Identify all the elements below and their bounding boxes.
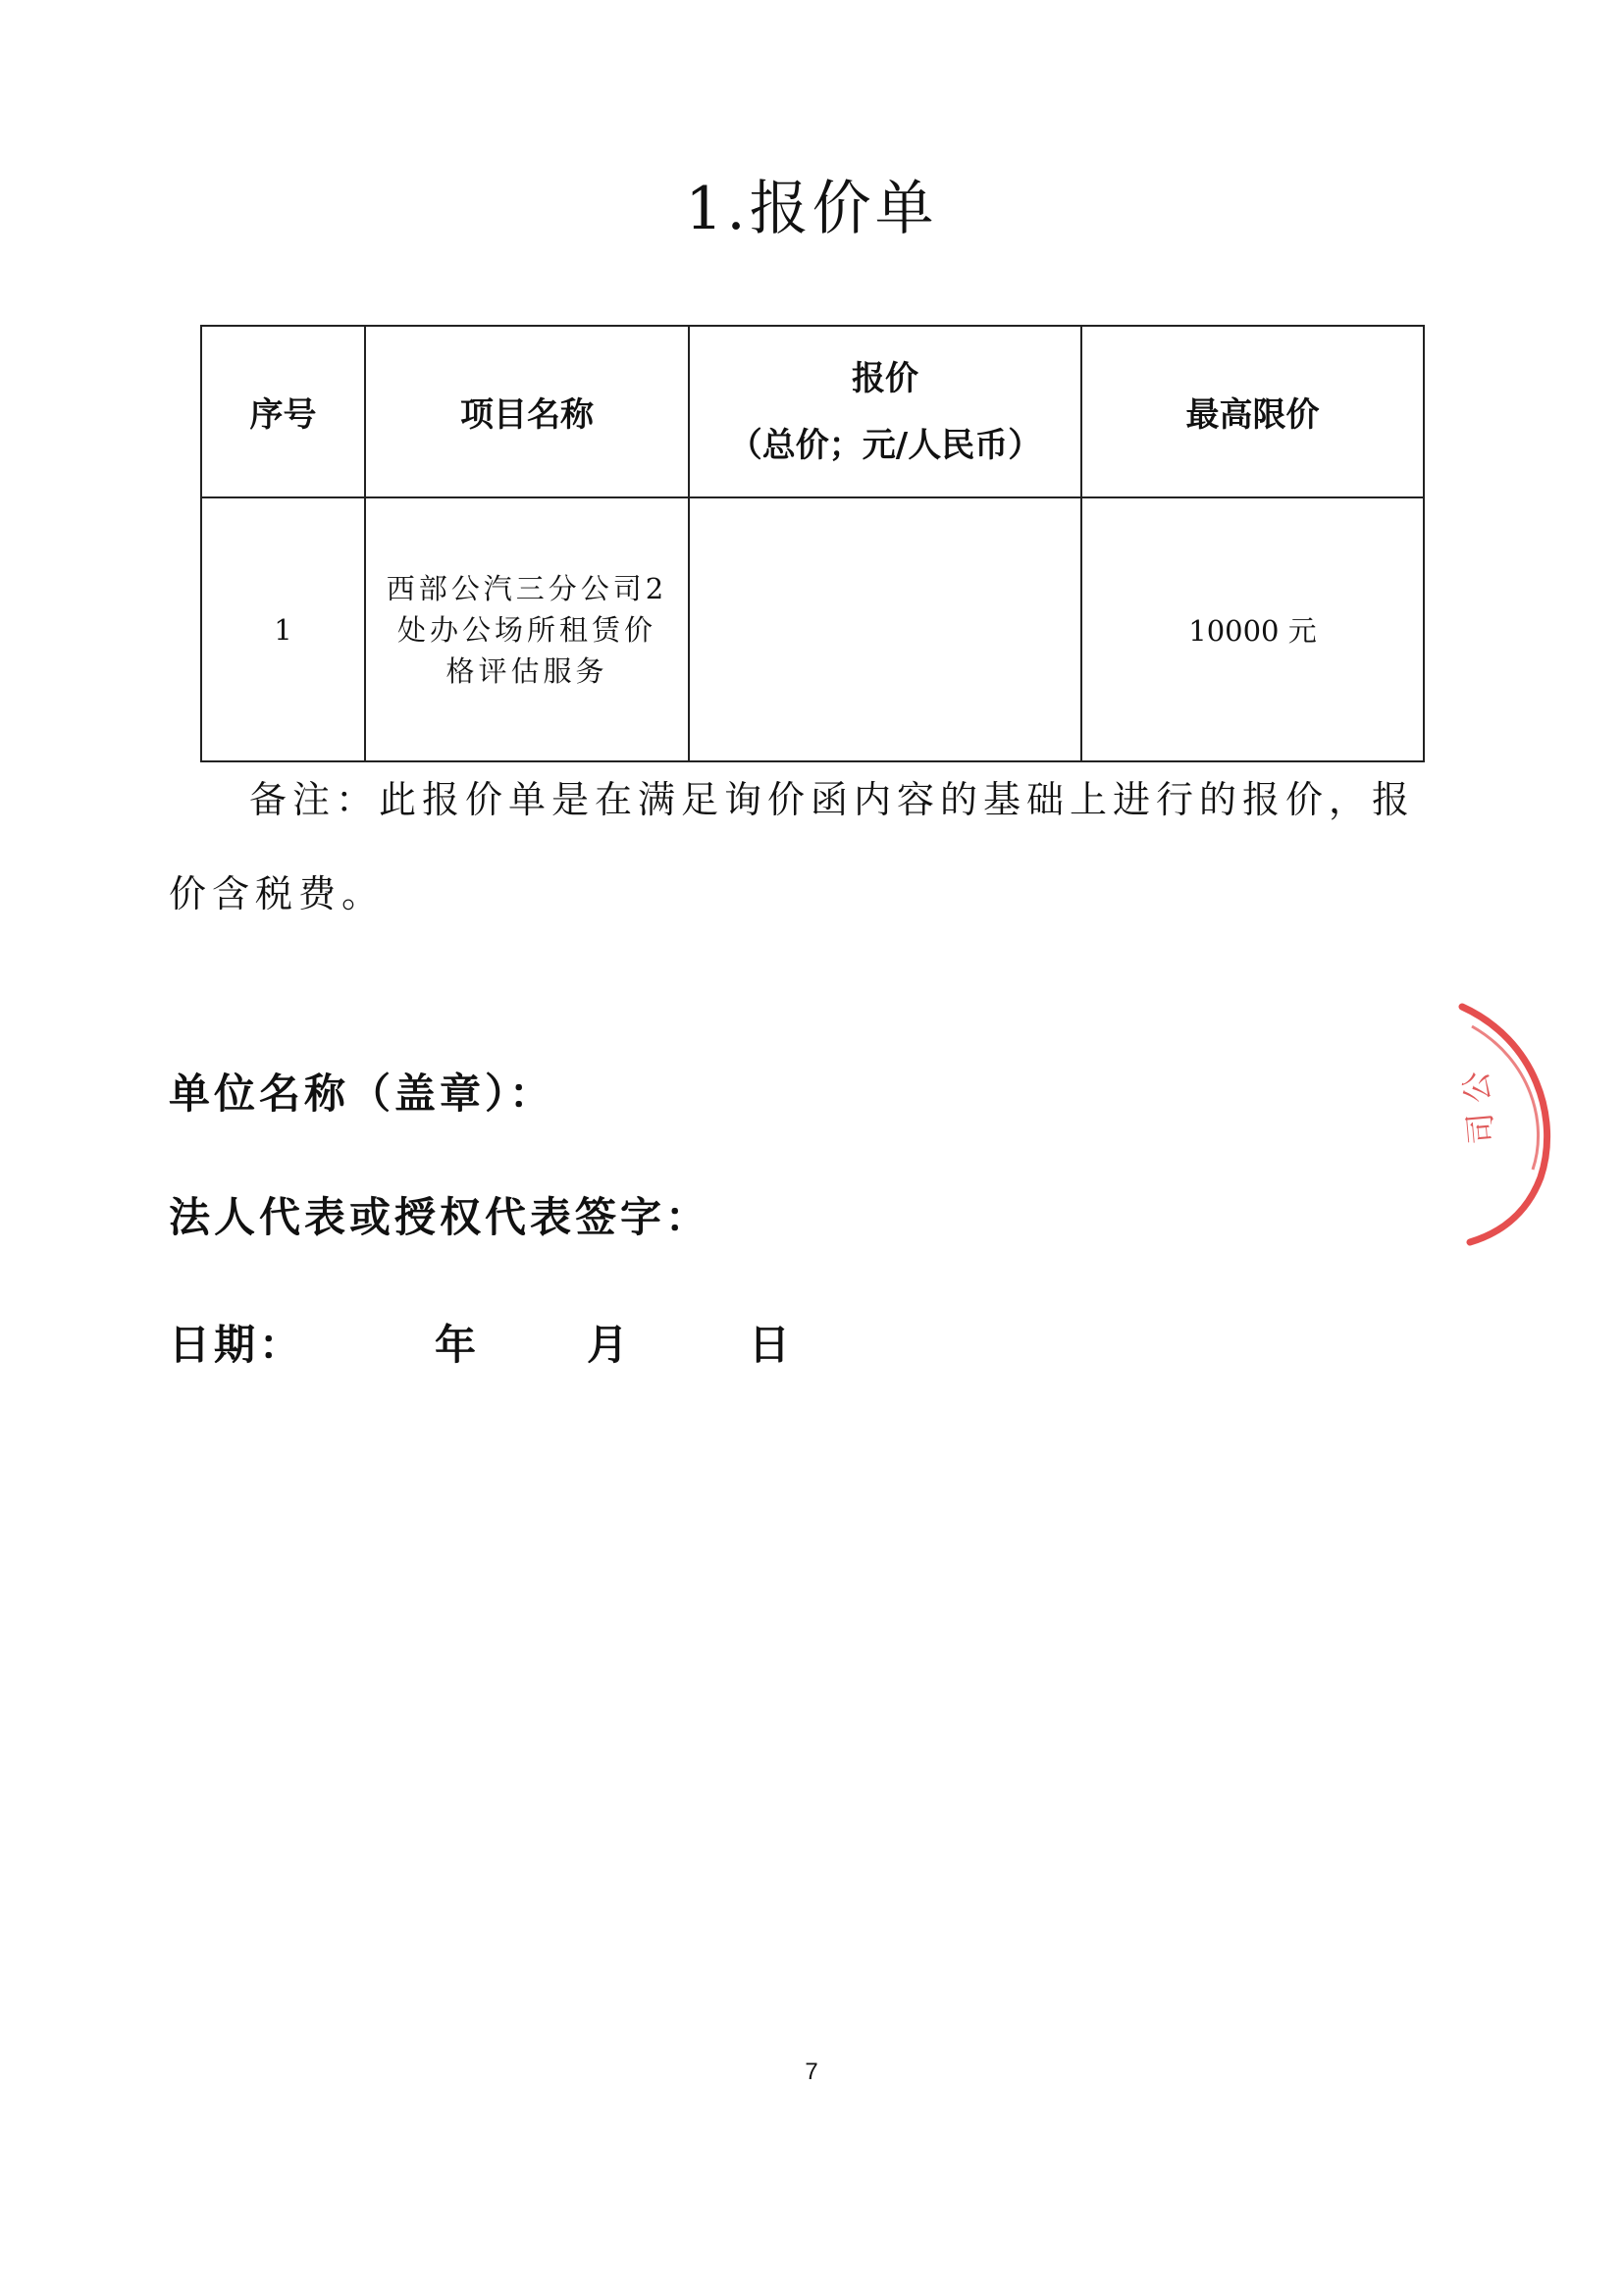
project-name-line: 格评估服务	[445, 653, 608, 688]
cell-max-price: 10000 元	[1081, 497, 1424, 761]
unit-name-field[interactable]: 单位名称（盖章）：	[169, 1070, 555, 1118]
svg-text:司 公: 司 公	[1457, 1070, 1501, 1146]
table-row	[201, 497, 1424, 761]
remark-line-2: 价含税费。	[169, 872, 386, 915]
date-year-label: 年	[435, 1321, 477, 1369]
table-header-row	[201, 326, 1424, 497]
header-price-unit: （总价；元/人民币）	[728, 425, 1042, 465]
cell-project-name	[365, 497, 689, 761]
date-day-label: 日	[749, 1321, 791, 1369]
page-title: 1.报价单	[685, 175, 938, 243]
header-price-label: 报价	[852, 358, 918, 398]
quote-table	[200, 325, 1425, 762]
date-month-label: 月	[587, 1321, 629, 1369]
header-seq: 序号	[201, 326, 365, 497]
cell-seq: 1	[201, 497, 365, 761]
date-label: 日期：	[169, 1321, 305, 1369]
remark-line-1: 备注：此报价单是在满足询价函内容的基础上进行的报价，报	[249, 778, 1416, 821]
header-project-name: 项目名称	[365, 326, 689, 497]
project-name-line: 处办公场所租赁价	[396, 612, 656, 647]
header-max-price: 最高限价	[1081, 326, 1424, 497]
signature-field[interactable]: 法人代表或授权代表签字：	[169, 1193, 711, 1241]
page-number: 7	[805, 2059, 818, 2085]
header-price	[689, 326, 1081, 497]
cell-price-input[interactable]	[689, 497, 1081, 761]
red-seal-stamp-icon	[1442, 1001, 1570, 1246]
project-name-line: 西部公汽三分公司2	[386, 571, 668, 605]
